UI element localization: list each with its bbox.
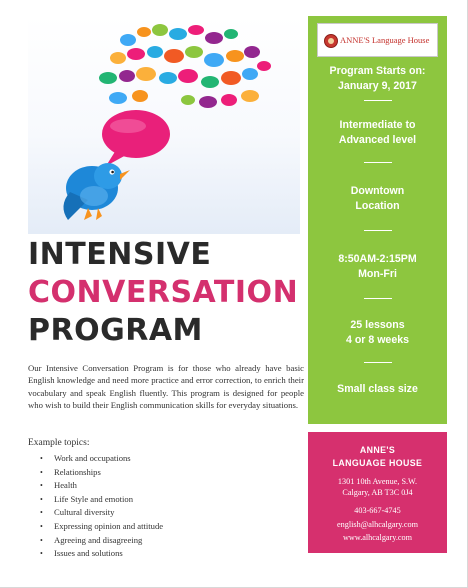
- logo-text: ANNE'S Language House: [340, 35, 430, 45]
- large-speech-bubble: [102, 110, 170, 166]
- bullet-icon: •: [40, 549, 43, 559]
- school-name-line: ANNE'S: [359, 445, 396, 455]
- address-line: 1301 10th Avenue, S.W.: [337, 477, 418, 486]
- level-line: Intermediate to: [339, 119, 416, 131]
- list-item: [40, 493, 298, 507]
- start-date-value: January 9, 2017: [338, 80, 417, 92]
- divider: [364, 362, 392, 363]
- topic-text: Life Style and emotion: [54, 493, 133, 504]
- topic-text: Cultural diversity: [54, 507, 115, 518]
- phone-number: 403-667-4745: [354, 506, 401, 515]
- list-item: [40, 452, 298, 466]
- list-item: [40, 547, 298, 561]
- list-item: [40, 466, 298, 480]
- start-date: [308, 64, 447, 94]
- email-link[interactable]: english@alhcalgary.com: [337, 520, 418, 529]
- location-line: Downtown: [350, 185, 405, 197]
- divider: [364, 230, 392, 231]
- bullet-icon: •: [40, 467, 43, 477]
- logo: [317, 23, 438, 57]
- bullet-icon: •: [40, 454, 43, 463]
- contact-panel: [308, 432, 447, 553]
- website-link[interactable]: www.alhcalgary.com: [343, 533, 412, 542]
- hero-illustration: [28, 16, 300, 234]
- address: [308, 476, 447, 498]
- title-line-intensive: INTENSIVE: [28, 237, 212, 272]
- topic-text: Issues and solutions: [54, 548, 123, 559]
- topic-text: Expressing opinion and attitude: [54, 520, 164, 531]
- lessons-info: [308, 318, 447, 348]
- program-info-panel: [308, 16, 447, 424]
- level-info: [308, 118, 447, 148]
- list-item: [40, 534, 298, 548]
- bullet-icon: •: [40, 521, 43, 531]
- topics-heading: Example topics:: [28, 438, 90, 448]
- schedule-days: Mon-Fri: [358, 268, 397, 280]
- divider: [364, 298, 392, 299]
- divider: [364, 100, 392, 101]
- bullet-icon: •: [40, 481, 43, 491]
- topic-text: Relationships: [54, 466, 101, 477]
- topic-text: Agreeing and disagreeing: [54, 534, 143, 545]
- divider: [364, 162, 392, 163]
- topic-text: Health: [54, 480, 77, 491]
- lessons-duration: 4 or 8 weeks: [345, 334, 409, 346]
- seal-icon: [324, 34, 338, 48]
- bullet-icon: •: [40, 508, 43, 518]
- school-name: [308, 444, 447, 470]
- address-line: Calgary, AB T3C 0J4: [342, 488, 413, 497]
- speech-bubbles-bird-icon: [28, 16, 300, 234]
- title-line-program: PROGRAM: [28, 313, 203, 348]
- class-size: Small class size: [337, 383, 418, 395]
- class-size-info: [308, 382, 447, 397]
- program-title: [28, 236, 308, 350]
- topics-list: [28, 452, 298, 561]
- list-item: [40, 506, 298, 520]
- level-line: Advanced level: [338, 134, 417, 146]
- location-line: Location: [355, 200, 400, 212]
- location-info: [308, 184, 447, 214]
- lessons-count: 25 lessons: [350, 319, 405, 331]
- start-date-label: Program Starts on:: [329, 65, 426, 77]
- list-item: [40, 479, 298, 493]
- list-item: [40, 520, 298, 534]
- schedule-info: [308, 252, 447, 282]
- program-description: Our Intensive Conversation Program is for those who already have basic English knowledge and need more practice and error correction, to enrich their vocabulary and speak English fluently. This program is designed for people who wish to build their English communication skills for everyday situations.: [28, 363, 304, 410]
- bullet-icon: •: [40, 494, 43, 504]
- school-name-line: LANGUAGE HOUSE: [332, 458, 423, 468]
- example-topics: [28, 438, 298, 561]
- schedule-time: 8:50AM-2:15PM: [338, 253, 417, 265]
- blue-bird: [63, 163, 130, 220]
- title-line-conversation: CONVERSATION: [28, 275, 299, 310]
- topic-text: Work and occupations: [54, 453, 131, 463]
- bullet-icon: •: [40, 535, 43, 545]
- speech-bubble-cluster: [99, 24, 271, 108]
